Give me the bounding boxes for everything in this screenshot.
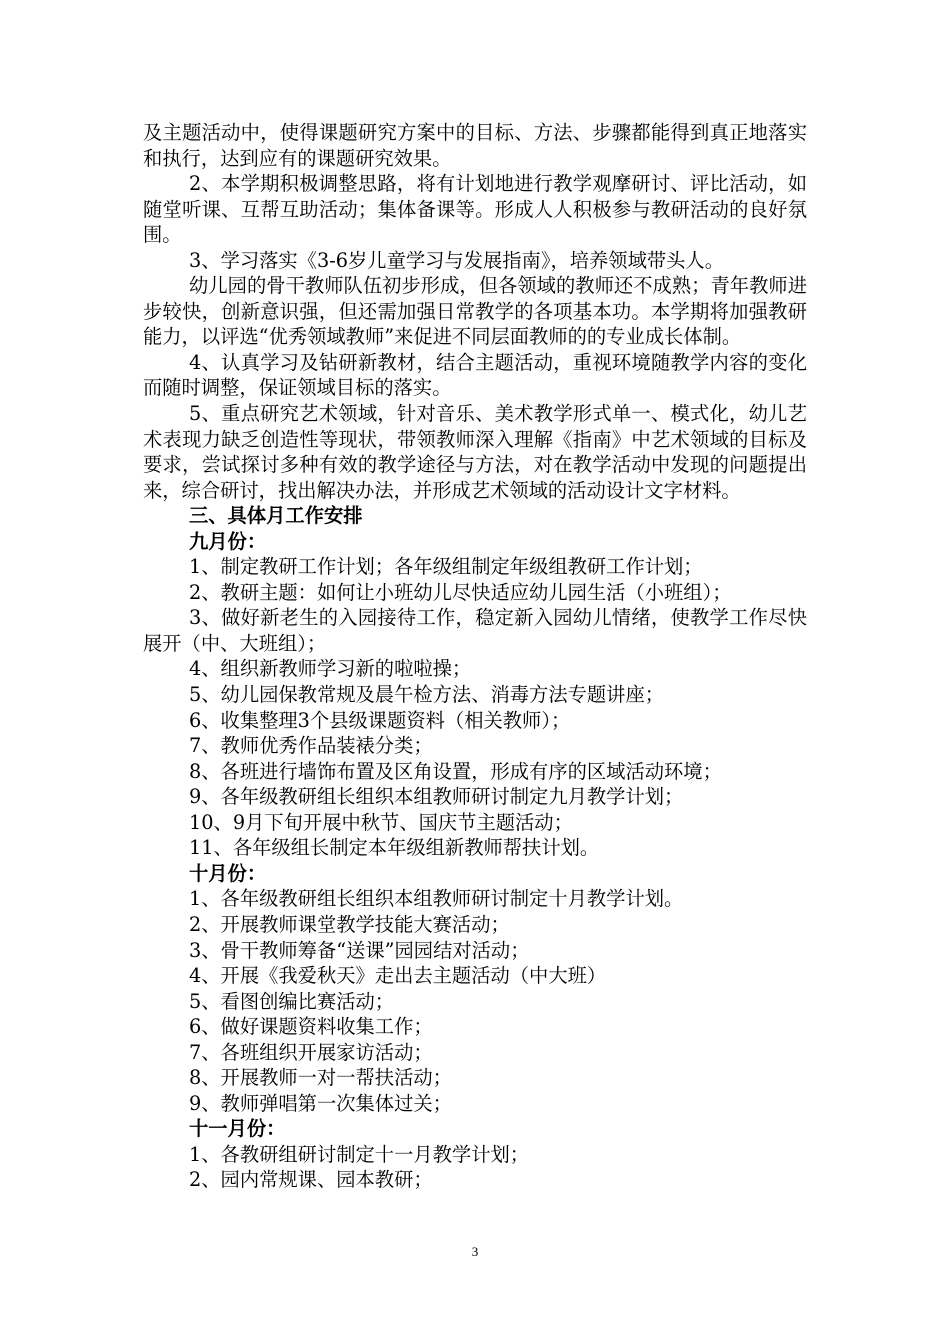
list-item: 1、各教研组研讨制定十一月教学计划； xyxy=(189,1142,530,1166)
list-item: 2、教研主题：如何让小班幼儿尽快适应幼儿园生活（小班组）； xyxy=(189,580,732,604)
document-body xyxy=(143,120,807,1193)
list-item: 3、骨干教师筹备“送课”园园结对活动； xyxy=(189,938,530,962)
list-item: 5、看图创编比赛活动； xyxy=(189,989,395,1013)
month-heading: 十一月份： xyxy=(189,1117,286,1141)
paragraph: 2、本学期积极调整思路，将有计划地进行教学观摩研讨、评比活动，如随堂听课、互帮互助活动；集体备课等。形成人人积极参与教研活动的良好氛围。 xyxy=(143,172,807,247)
section-heading: 三、具体月工作安排 xyxy=(189,504,363,528)
list-item: 7、教师优秀作品装裱分类； xyxy=(189,734,433,758)
list-item: 7、各班组织开展家访活动； xyxy=(189,1040,433,1064)
list-item: 2、开展教师课堂教学技能大赛活动； xyxy=(189,912,510,936)
month-heading: 十月份： xyxy=(189,861,267,885)
list-item: 6、做好课题资料收集工作； xyxy=(189,1015,433,1039)
month-heading: 九月份： xyxy=(189,529,267,553)
list-item: 2、园内常规课、园本教研； xyxy=(189,1168,433,1192)
paragraph: 5、重点研究艺术领域，针对音乐、美术教学形式单一、模式化，幼儿艺术表现力缺乏创造性等现状，带领教师深入理解《指南》中艺术领域的目标及要求，尝试探讨多种有效的教学途径与方法，对在教学活动中发现的问题提出来，综合研讨，找出解决办法，并形成艺术领域的活动设计文字材料。 xyxy=(143,402,807,502)
list-item: 8、开展教师一对一帮扶活动； xyxy=(189,1066,452,1090)
list-item: 11、各年级组长制定本年级组新教师帮扶计划。 xyxy=(189,836,600,860)
paragraph: 4、认真学习及钻研新教材，结合主题活动，重视环境随教学内容的变化而随时调整，保证领域目标的落实。 xyxy=(143,350,807,400)
list-item: 6、收集整理3个县级课题资料（相关教师）； xyxy=(189,708,571,732)
list-item: 1、各年级教研组长组织本组教师研讨制定十月教学计划。 xyxy=(189,887,684,911)
paragraph: 幼儿园的骨干教师队伍初步形成，但各领域的教师还不成熟；青年教师进步较快，创新意识强，但还需加强日常教学的各项基本功。本学期将加强教研能力，以评选“优秀领域教师”来促进不同层面教师的的专业成长体制。 xyxy=(143,274,807,349)
list-item: 4、组织新教师学习新的啦啦操； xyxy=(189,657,472,681)
list-item: 9、各年级教研组长组织本组教师研讨制定九月教学计划； xyxy=(189,785,684,809)
list-item: 10、9月下旬开展中秋节、国庆节主题活动； xyxy=(189,810,573,834)
list-item: 4、开展《我爱秋天》走出去主题活动（中大班） xyxy=(189,964,607,988)
list-item: 9、教师弹唱第一次集体过关； xyxy=(189,1091,452,1115)
list-item: 8、各班进行墙饰布置及区角设置，形成有序的区域活动环境； xyxy=(189,759,722,783)
page-number: 3 xyxy=(471,1244,479,1259)
paragraph: 及主题活动中，使得课题研究方案中的目标、方法、步骤都能得到真正地落实和执行，达到应有的课题研究效果。 xyxy=(143,121,807,170)
list-item: 5、幼儿园保教常规及晨午检方法、消毒方法专题讲座； xyxy=(189,683,665,707)
list-item: 3、做好新老生的入园接待工作，稳定新入园幼儿情绪，使教学工作尽快展开（中、大班组）； xyxy=(143,606,807,655)
paragraph: 3、学习落实《3-6岁儿童学习与发展指南》，培养领域带头人。 xyxy=(189,248,724,272)
list-item: 1、制定教研工作计划；各年级组制定年级组教研工作计划； xyxy=(189,555,703,579)
